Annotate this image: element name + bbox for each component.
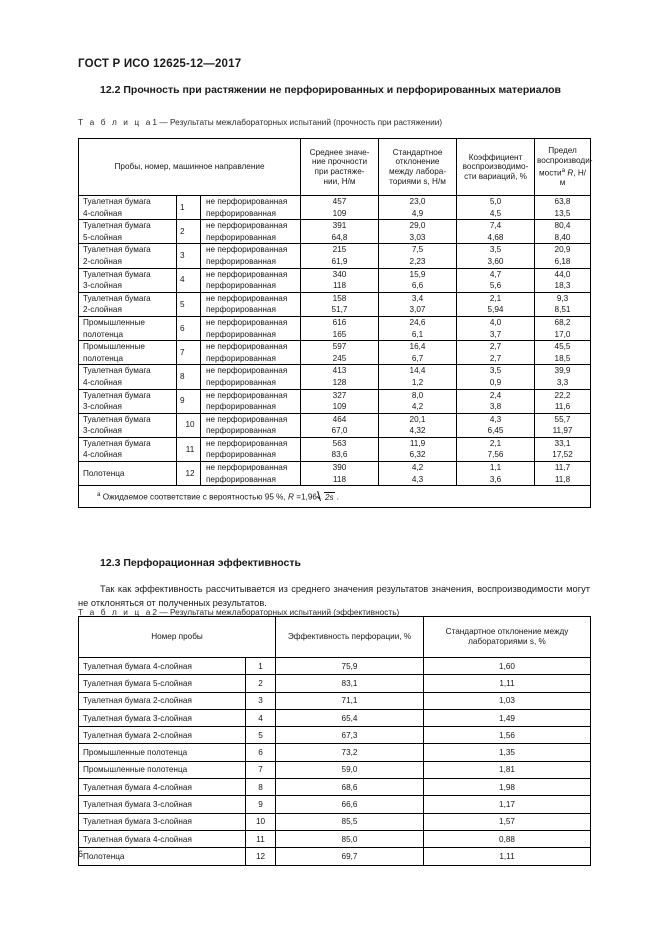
cell-std-dev: 1,03 (424, 692, 591, 709)
table-row (79, 220, 591, 244)
cell-sample-name: Туалетная бумага 5-слойная (79, 220, 177, 244)
hdr-line: между лабора- (388, 167, 447, 176)
cell-mean-strength: 391 64,8 (301, 220, 379, 244)
table-1-footnote-row (79, 486, 591, 508)
cell-sample-number: 12 (246, 848, 276, 865)
table-row (79, 692, 591, 709)
cell-efficiency: 69,7 (276, 848, 424, 865)
cell-mean-strength: 616 165 (301, 316, 379, 340)
cell-mean-strength: 597 245 (301, 341, 379, 365)
cell-repro-limit: 80,4 8,40 (535, 220, 591, 244)
cell-cv: 2,7 2,7 (457, 341, 535, 365)
table-row (79, 675, 591, 692)
table-2-caption-number: 2 (152, 607, 158, 617)
hdr-line: Стандартное отклонение между (445, 626, 569, 636)
table-1-caption (78, 117, 442, 127)
cell-sample-number: 2 (177, 220, 201, 244)
cell-cv: 4,7 5,6 (457, 268, 535, 292)
hdr-line: сти вариаций, % (464, 171, 527, 181)
cell-std-dev: 11,9 6,32 (379, 437, 457, 461)
table-row (79, 779, 591, 796)
cell-sample-name: Туалетная бумага 4-слойная (79, 196, 177, 220)
cell-mean-strength: 390 118 (301, 462, 379, 486)
hdr-line: ториями s, Н/м (389, 176, 446, 186)
cell-sample-name: Туалетная бумага 4-слойная (79, 365, 177, 389)
table-row (79, 830, 591, 847)
formula-coefficient: 1,96 (301, 492, 317, 502)
hdr-line: воспроизводи- (537, 156, 593, 166)
table-1-col-std-dev (379, 139, 457, 196)
cell-sample-name: Промышленные полотенца (79, 744, 246, 761)
page-number: 6 (78, 849, 84, 859)
table-1 (78, 138, 591, 508)
cell-sample-name: Туалетная бумага 3-слойная (79, 413, 177, 437)
hdr-line: ние прочности (311, 157, 368, 167)
cell-sample-name: Туалетная бумага 3-слойная (79, 813, 246, 830)
cell-sample-number: 5 (177, 292, 201, 316)
cell-repro-limit: 33,1 17,52 (535, 437, 591, 461)
cell-cv: 2,1 5,94 (457, 292, 535, 316)
cell-std-dev: 7,5 2,23 (379, 244, 457, 268)
cell-std-dev: 3,4 3,07 (379, 292, 457, 316)
cell-cv: 2,4 3,8 (457, 389, 535, 413)
cell-sample-name: Туалетная бумага 4-слойная (79, 658, 246, 675)
cell-perforation: не перфорированная перфорированная (201, 244, 301, 268)
formula-eq: = (296, 492, 301, 502)
cell-sample-number: 7 (177, 341, 201, 365)
cell-sample-number: 5 (246, 727, 276, 744)
footnote-marker: a (561, 166, 566, 174)
cell-std-dev: 16,4 6,7 (379, 341, 457, 365)
cell-sample-number: 1 (246, 658, 276, 675)
cell-perforation: не перфорированная перфорированная (201, 292, 301, 316)
cell-efficiency: 59,0 (276, 761, 424, 778)
cell-std-dev: 1,11 (424, 848, 591, 865)
cell-repro-limit: 22,2 11,6 (535, 389, 591, 413)
table-row (79, 268, 591, 292)
cell-repro-limit: 9,3 8,51 (535, 292, 591, 316)
cell-sample-number: 11 (246, 830, 276, 847)
cell-sample-name: Туалетная бумага 3-слойная (79, 268, 177, 292)
cell-efficiency: 85,0 (276, 830, 424, 847)
cell-cv: 3,5 0,9 (457, 365, 535, 389)
cell-cv: 7,4 4,68 (457, 220, 535, 244)
table-row (79, 848, 591, 865)
hdr-line: отклонение (395, 157, 440, 167)
cell-perforation: не перфорированная перфорированная (201, 462, 301, 486)
cell-cv: 4,0 3,7 (457, 316, 535, 340)
cell-sample-name: Туалетная бумага 4-слойная (79, 437, 177, 461)
cell-efficiency: 68,6 (276, 779, 424, 796)
cell-sample-name: Полотенца (79, 848, 246, 865)
hdr-line: Предел (548, 146, 577, 156)
cell-mean-strength: 457 109 (301, 196, 379, 220)
table-row (79, 727, 591, 744)
cell-perforation: не перфорированная перфорированная (201, 437, 301, 461)
cell-repro-limit: 63,8 13,5 (535, 196, 591, 220)
footnote-text: Ожидаемое соответствие с вероятностью 95 %, (102, 492, 286, 502)
table-row (79, 813, 591, 830)
cell-sample-name: Туалетная бумага 3-слойная (79, 709, 246, 726)
section-12-3-paragraph: Так как эффективность рассчитывается из среднего значения результатов значения, воспроизводимости могут не отклоняться от полученных результатов. (78, 584, 590, 608)
cell-efficiency: 83,1 (276, 675, 424, 692)
table-2 (78, 616, 591, 866)
hdr-line: при растяже- (314, 167, 365, 176)
cell-perforation: не перфорированная перфорированная (201, 413, 301, 437)
table-row (79, 365, 591, 389)
table-row (79, 462, 591, 486)
cell-efficiency: 75,9 (276, 658, 424, 675)
table-1-col-samples: Пробы, номер, машинное направление (79, 139, 301, 196)
cell-sample-name: Промышленные полотенца (79, 761, 246, 778)
cell-sample-name: Туалетная бумага 2-слойная (79, 244, 177, 268)
formula-tail: . (336, 492, 339, 502)
table-row (79, 244, 591, 268)
table-1-caption-number: 1 (152, 117, 158, 127)
cell-perforation: не перфорированная перфорированная (201, 220, 301, 244)
cell-cv: 4,3 6,45 (457, 413, 535, 437)
table-1-caption-text: — Результаты межлабораторных испытаний (прочность при растяжении) (159, 117, 443, 127)
cell-std-dev: 1,98 (424, 779, 591, 796)
table-row (79, 196, 591, 220)
sqrt-icon (317, 492, 337, 502)
table-2-col-efficiency: Эффективность перфорации, % (276, 617, 424, 658)
cell-sample-number: 9 (177, 389, 201, 413)
table-1-caption-word: Т а б л и ц а (78, 117, 153, 127)
cell-mean-strength: 563 83,6 (301, 437, 379, 461)
cell-std-dev: 23,0 4,9 (379, 196, 457, 220)
running-head: ГОСТ Р ИСО 12625-12—2017 (78, 58, 242, 70)
cell-mean-strength: 413 128 (301, 365, 379, 389)
cell-sample-number: 11 (177, 437, 201, 461)
cell-sample-number: 6 (246, 744, 276, 761)
cell-repro-limit: 11,7 11,8 (535, 462, 591, 486)
cell-repro-limit: 55,7 11,97 (535, 413, 591, 437)
hdr-line: Среднее значе- (309, 147, 370, 157)
formula-lhs: R (288, 492, 294, 502)
cell-sample-number: 7 (246, 761, 276, 778)
cell-mean-strength: 464 67,0 (301, 413, 379, 437)
cell-std-dev: 1,81 (424, 761, 591, 778)
cell-sample-number: 10 (177, 413, 201, 437)
cell-sample-name: Туалетная бумага 2-слойная (79, 692, 246, 709)
cell-std-dev: 20,1 4,32 (379, 413, 457, 437)
table-row (79, 437, 591, 461)
cell-mean-strength: 327 109 (301, 389, 379, 413)
cell-repro-limit: 20,9 6,18 (535, 244, 591, 268)
table-1-col-cv (457, 139, 535, 196)
table-row (79, 796, 591, 813)
table-2-caption-word: Т а б л и ц а (78, 607, 153, 617)
cell-std-dev: 8,0 4,2 (379, 389, 457, 413)
table-row (79, 389, 591, 413)
table-1-col-repro-limit: Предел воспроизводи- мости$^a$ R, Н/м (535, 139, 591, 196)
section-heading-12-3: 12.3 Перфорационная эффективность (100, 557, 301, 569)
cell-cv: 1,1 3,6 (457, 462, 535, 486)
cell-std-dev: 1,57 (424, 813, 591, 830)
cell-std-dev: 1,11 (424, 675, 591, 692)
cell-perforation: не перфорированная перфорированная (201, 341, 301, 365)
cell-efficiency: 73,2 (276, 744, 424, 761)
table-2-body (79, 658, 591, 866)
cell-perforation: не перфорированная перфорированная (201, 365, 301, 389)
cell-sample-number: 8 (177, 365, 201, 389)
cell-mean-strength: 215 61,9 (301, 244, 379, 268)
cell-perforation: не перфорированная перфорированная (201, 196, 301, 220)
cell-std-dev: 0,88 (424, 830, 591, 847)
cell-efficiency: 85,5 (276, 813, 424, 830)
table-row (79, 413, 591, 437)
cell-sample-number: 1 (177, 196, 201, 220)
cell-sample-name: Туалетная бумага 4-слойная (79, 830, 246, 847)
cell-sample-number: 12 (177, 462, 201, 486)
cell-cv: 2,1 7,56 (457, 437, 535, 461)
cell-std-dev: 1,56 (424, 727, 591, 744)
cell-repro-limit: 45,5 18,5 (535, 341, 591, 365)
hdr-line: нии, Н/м (323, 176, 356, 186)
table-2-col-std-dev (424, 617, 591, 658)
cell-sample-number: 4 (177, 268, 201, 292)
cell-efficiency: 67,3 (276, 727, 424, 744)
hdr-line: мости (539, 168, 562, 178)
cell-perforation: не перфорированная перфорированная (201, 389, 301, 413)
table-2-container (78, 616, 591, 866)
cell-repro-limit: 68,2 17,0 (535, 316, 591, 340)
table-row (79, 761, 591, 778)
formula-radicand: 2s (324, 492, 334, 502)
cell-sample-number: 2 (246, 675, 276, 692)
cell-sample-name: Туалетная бумага 3-слойная (79, 389, 177, 413)
cell-sample-name: Туалетная бумага 2-слойная (79, 727, 246, 744)
cell-sample-number: 3 (246, 692, 276, 709)
cell-sample-number: 4 (246, 709, 276, 726)
table-row (79, 292, 591, 316)
table-row (79, 341, 591, 365)
cell-cv: 5,0 4,5 (457, 196, 535, 220)
table-row (79, 744, 591, 761)
cell-std-dev: 14,4 1,2 (379, 365, 457, 389)
cell-sample-number: 8 (246, 779, 276, 796)
cell-sample-name: Туалетная бумага 4-слойная (79, 779, 246, 796)
cell-sample-number: 6 (177, 316, 201, 340)
cell-sample-number: 9 (246, 796, 276, 813)
cell-std-dev: 1,60 (424, 658, 591, 675)
table-1-body (79, 196, 591, 508)
cell-sample-name: Туалетная бумага 2-слойная (79, 292, 177, 316)
hdr-line: Стандартное (392, 147, 443, 157)
cell-std-dev: 4,2 4,3 (379, 462, 457, 486)
cell-std-dev: 1,35 (424, 744, 591, 761)
cell-std-dev: 24,6 6,1 (379, 316, 457, 340)
table-row (79, 658, 591, 675)
cell-std-dev: 1,17 (424, 796, 591, 813)
footnote-marker: a (97, 490, 101, 498)
table-row (79, 709, 591, 726)
cell-std-dev: 29,0 3,03 (379, 220, 457, 244)
cell-std-dev: 1,49 (424, 709, 591, 726)
table-2-caption-text: — Результаты межлабораторных испытаний (эффективность) (159, 607, 400, 617)
cell-perforation: не перфорированная перфорированная (201, 316, 301, 340)
cell-std-dev: 15,9 6,6 (379, 268, 457, 292)
cell-efficiency: 65,4 (276, 709, 424, 726)
table-2-header (79, 617, 591, 658)
cell-sample-name: Полотенца (79, 462, 177, 486)
cell-efficiency: 71,1 (276, 692, 424, 709)
cell-perforation: не перфорированная перфорированная (201, 268, 301, 292)
cell-repro-limit: 39,9 3,3 (535, 365, 591, 389)
table-1-col-mean-strength (301, 139, 379, 196)
cell-sample-name: Промышленные полотенца (79, 341, 177, 365)
cell-sample-name: Туалетная бумага 5-слойная (79, 675, 246, 692)
hdr-line-tail: , Н/м (559, 168, 587, 187)
hdr-line: Коэффициент (468, 152, 523, 162)
cell-sample-number: 3 (177, 244, 201, 268)
table-1-footnote (79, 486, 591, 508)
table-1-container (78, 138, 591, 508)
hdr-line: лабораториями s, % (468, 637, 546, 646)
table-2-col-sample-number: Номер пробы (79, 617, 276, 658)
cell-mean-strength: 158 51,7 (301, 292, 379, 316)
cell-sample-number: 10 (246, 813, 276, 830)
cell-mean-strength: 340 118 (301, 268, 379, 292)
cell-repro-limit: 44,0 18,3 (535, 268, 591, 292)
cell-sample-name: Промышленные полотенца (79, 316, 177, 340)
cell-sample-name: Туалетная бумага 3-слойная (79, 796, 246, 813)
cell-efficiency: 66,6 (276, 796, 424, 813)
section-heading-12-2: 12.2 Прочность при растяжении не перфорированных и перфорированных материалов (100, 84, 562, 96)
table-1-header (79, 139, 591, 196)
table-row (79, 316, 591, 340)
cell-cv: 3,5 3,60 (457, 244, 535, 268)
hdr-line: воспроизводимо- (462, 162, 529, 172)
